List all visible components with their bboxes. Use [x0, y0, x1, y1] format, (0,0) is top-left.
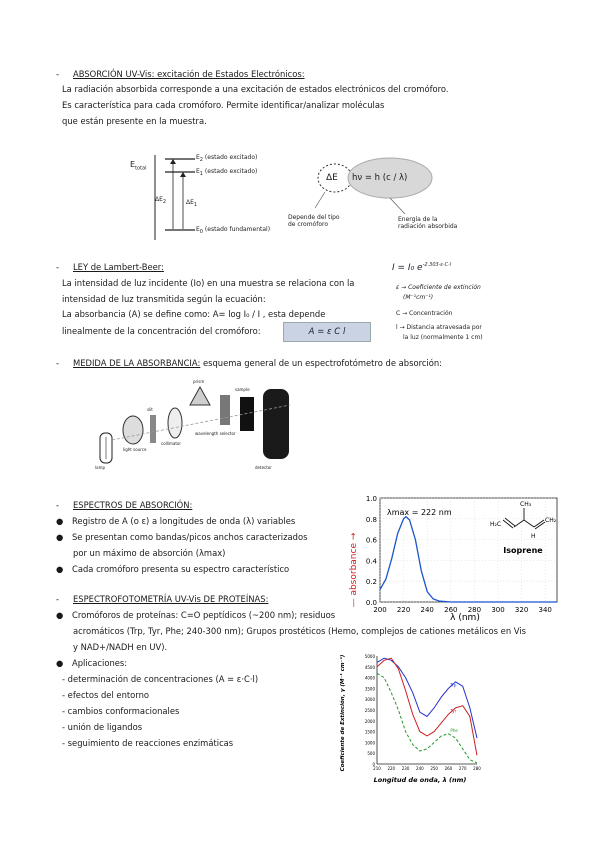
y-tick-label: 500 [367, 751, 375, 757]
legend-line: la luz (normalmente 1 cm) [403, 334, 483, 341]
x-tick-label: 320 [514, 606, 529, 614]
e1-level-label: $E_1$ (estado excitado) [196, 168, 258, 178]
delta-e1-label: $\Delta E_1$ [186, 199, 198, 209]
section-heading-espectros: ESPECTROS DE ABSORCIÓN: [73, 500, 193, 510]
paragraph-line: La absorbancia (A) se define como: A= log I₀ / I , esta depende [62, 309, 326, 319]
application-item: - unión de ligandos [62, 722, 143, 732]
y-tick-label: 0.0 [365, 599, 377, 607]
dash: - [56, 358, 60, 368]
part-label: sample [235, 387, 250, 392]
dash: - [56, 262, 60, 272]
section-heading-medida: MEDIDA DE LA ABSORBANCIA: esquema general de un espectrofotómetro de absorción: [73, 358, 443, 368]
chart-y-label: — absorbance → [349, 532, 359, 608]
lambda-max-annotation: λmax = 222 nm [387, 508, 452, 517]
svg-text:CH₂: CH₂ [545, 517, 557, 524]
x-tick-label: 240 [420, 606, 434, 614]
delta-e2-label: $\Delta E_2$ [155, 196, 167, 206]
part-label: detector [255, 465, 272, 470]
svg-text:CH₃: CH₃ [520, 501, 532, 508]
isoprene-spectrum-chart [345, 490, 565, 625]
x-tick-label: 220 [396, 606, 411, 614]
note-right: Energía de la radiación absorbida [398, 216, 458, 230]
x-tick-label: 280 [473, 766, 481, 771]
x-tick-label: 280 [467, 606, 482, 614]
legend-line: ε → Coeficiente de extinción [396, 284, 481, 291]
svg-text:H: H [531, 533, 536, 540]
x-tick-label: 200 [373, 606, 387, 614]
x-tick-label: 270 [458, 766, 467, 771]
y-tick-label: 4500 [364, 664, 375, 670]
e0-level-label: $E_0$ (estado fundamental) [196, 226, 271, 236]
y-tick-label: 4000 [364, 675, 375, 681]
note-left: Depende del tipo de cromóforo [288, 214, 340, 228]
section-heading-absorcion: ABSORCIÓN UV-Vis: excitación de Estados Electrónicos: [73, 69, 305, 79]
y-tick-label: 0.2 [365, 578, 377, 587]
svg-text:H₂C: H₂C [490, 521, 502, 528]
x-tick-label: 210 [373, 766, 381, 771]
x-tick-label: 240 [416, 766, 424, 771]
bubble-delta-e: ΔE [326, 173, 338, 183]
lambert-beer-equation: I = I₀ $e^{-2.303\cdot\varepsilon\cdot C\cdot l}$ [392, 262, 452, 273]
part-label: light source [123, 447, 147, 452]
chart-x-label: Longitud de onda, λ (nm) [373, 776, 467, 784]
bullet-item: ● Registro de A (o ε) a longitudes de onda (λ) variables [56, 516, 296, 526]
dash: - [56, 500, 60, 510]
part-label: lamp [95, 465, 105, 470]
y-tick-label: 1000 [364, 740, 375, 746]
x-tick-label: 260 [444, 606, 458, 614]
series-label: Tyr [450, 708, 457, 714]
y-tick-label: 5000 [364, 654, 375, 659]
compound-name: Isoprene [503, 546, 543, 555]
application-item: - efectos del entorno [62, 690, 150, 700]
absorbance-series [380, 517, 557, 602]
y-tick-label: 1.0 [365, 495, 377, 503]
bubble-energy-formula: hν = h (c / λ) [352, 173, 408, 183]
y-tick-label: 3500 [364, 686, 375, 692]
bullet-item: ● Aplicaciones: [56, 658, 128, 668]
part-label: wavelength selector [195, 431, 236, 436]
part-label: slit [147, 407, 153, 412]
etotal-label: $E_{total}$ [130, 160, 147, 172]
series-label: Phe [450, 727, 458, 733]
legend-line: (M⁻¹cm⁻¹) [403, 294, 434, 301]
series-trp [377, 658, 477, 738]
formula-box: A = ε C l [283, 322, 371, 342]
series-tyr [377, 658, 477, 755]
x-tick-label: 220 [387, 766, 396, 771]
bullet-item: ● Se presentan como bandas/picos anchos caracterizados [56, 532, 308, 542]
spectrophotometer-labels [95, 375, 295, 485]
y-tick-label: 3000 [364, 697, 375, 703]
application-item: - seguimiento de reacciones enzimáticas [62, 738, 234, 748]
paragraph-line: que están presente en la muestra. [62, 116, 207, 126]
bullet-continuation: acromáticos (Trp, Tyr, Phe; 240-300 nm); Grupos prostéticos (Hemo, complejos de cationes metálicos en Vis [73, 626, 527, 636]
e2-level-label: $E_2$ (estado excitado) [196, 154, 258, 164]
y-tick-label: 0 [372, 762, 375, 767]
paragraph-line: linealmente de la concentración del cromóforo: [62, 326, 261, 336]
dash: - [56, 594, 60, 604]
isoprene-structure [503, 508, 545, 529]
y-tick-label: 0.6 [365, 536, 377, 545]
paragraph-line: La radiación absorbida corresponde a una excitación de estados electrónicos del cromóforo. [62, 84, 449, 94]
paragraph-line: intensidad de luz transmitida según la ecuación: [62, 294, 266, 304]
y-tick-label: 1500 [364, 729, 375, 735]
x-tick-label: 260 [444, 766, 453, 771]
paragraph-line: La intensidad de luz incidente (Io) en una muestra se relaciona con la [62, 278, 355, 288]
legend-line: l → Distancia atravesada por [396, 324, 482, 331]
legend-line: C → Concentración [396, 310, 453, 317]
series-phe [377, 673, 477, 763]
part-label: collimator [161, 441, 181, 446]
y-tick-label: 2000 [364, 718, 375, 724]
x-tick-label: 230 [401, 766, 410, 771]
chart-y-label: Coeficiente de Extinción, γ (M⁻¹ cm⁻¹) [340, 654, 346, 772]
part-label: prism [193, 379, 205, 384]
x-tick-label: 340 [538, 606, 552, 614]
section-heading-lambert-beer: LEY de Lambert-Beer: [73, 262, 164, 272]
application-item: - determinación de concentraciones (A = ε·C·l) [62, 674, 259, 684]
section-heading-proteinas: ESPECTROFOTOMETRÍA UV-Vis DE PROTEÍNAS: [73, 594, 269, 604]
bullet-continuation: por un máximo de absorción (λmax) [73, 548, 226, 558]
y-tick-label: 0.4 [365, 557, 377, 566]
x-tick-label: 300 [491, 606, 505, 614]
y-tick-label: 0.8 [365, 515, 377, 524]
dash: - [56, 69, 60, 79]
chart-x-label: λ (nm) [450, 613, 480, 623]
paragraph-line: Es característica para cada cromóforo. Permite identificar/analizar moléculas [62, 100, 385, 110]
bullet-continuation: y NAD+/NADH en UV). [73, 642, 168, 652]
protein-extinction-chart [335, 648, 485, 788]
y-tick-label: 2500 [364, 708, 375, 713]
series-label: Trp [450, 682, 457, 688]
bullet-item: ● Cromóforos de proteínas: C=O peptídicos (~200 nm); residuos [56, 610, 336, 620]
application-item: - cambios conformacionales [62, 706, 180, 716]
bullet-item: ● Cada cromóforo presenta su espectro característico [56, 564, 290, 574]
x-tick-label: 250 [430, 766, 438, 771]
